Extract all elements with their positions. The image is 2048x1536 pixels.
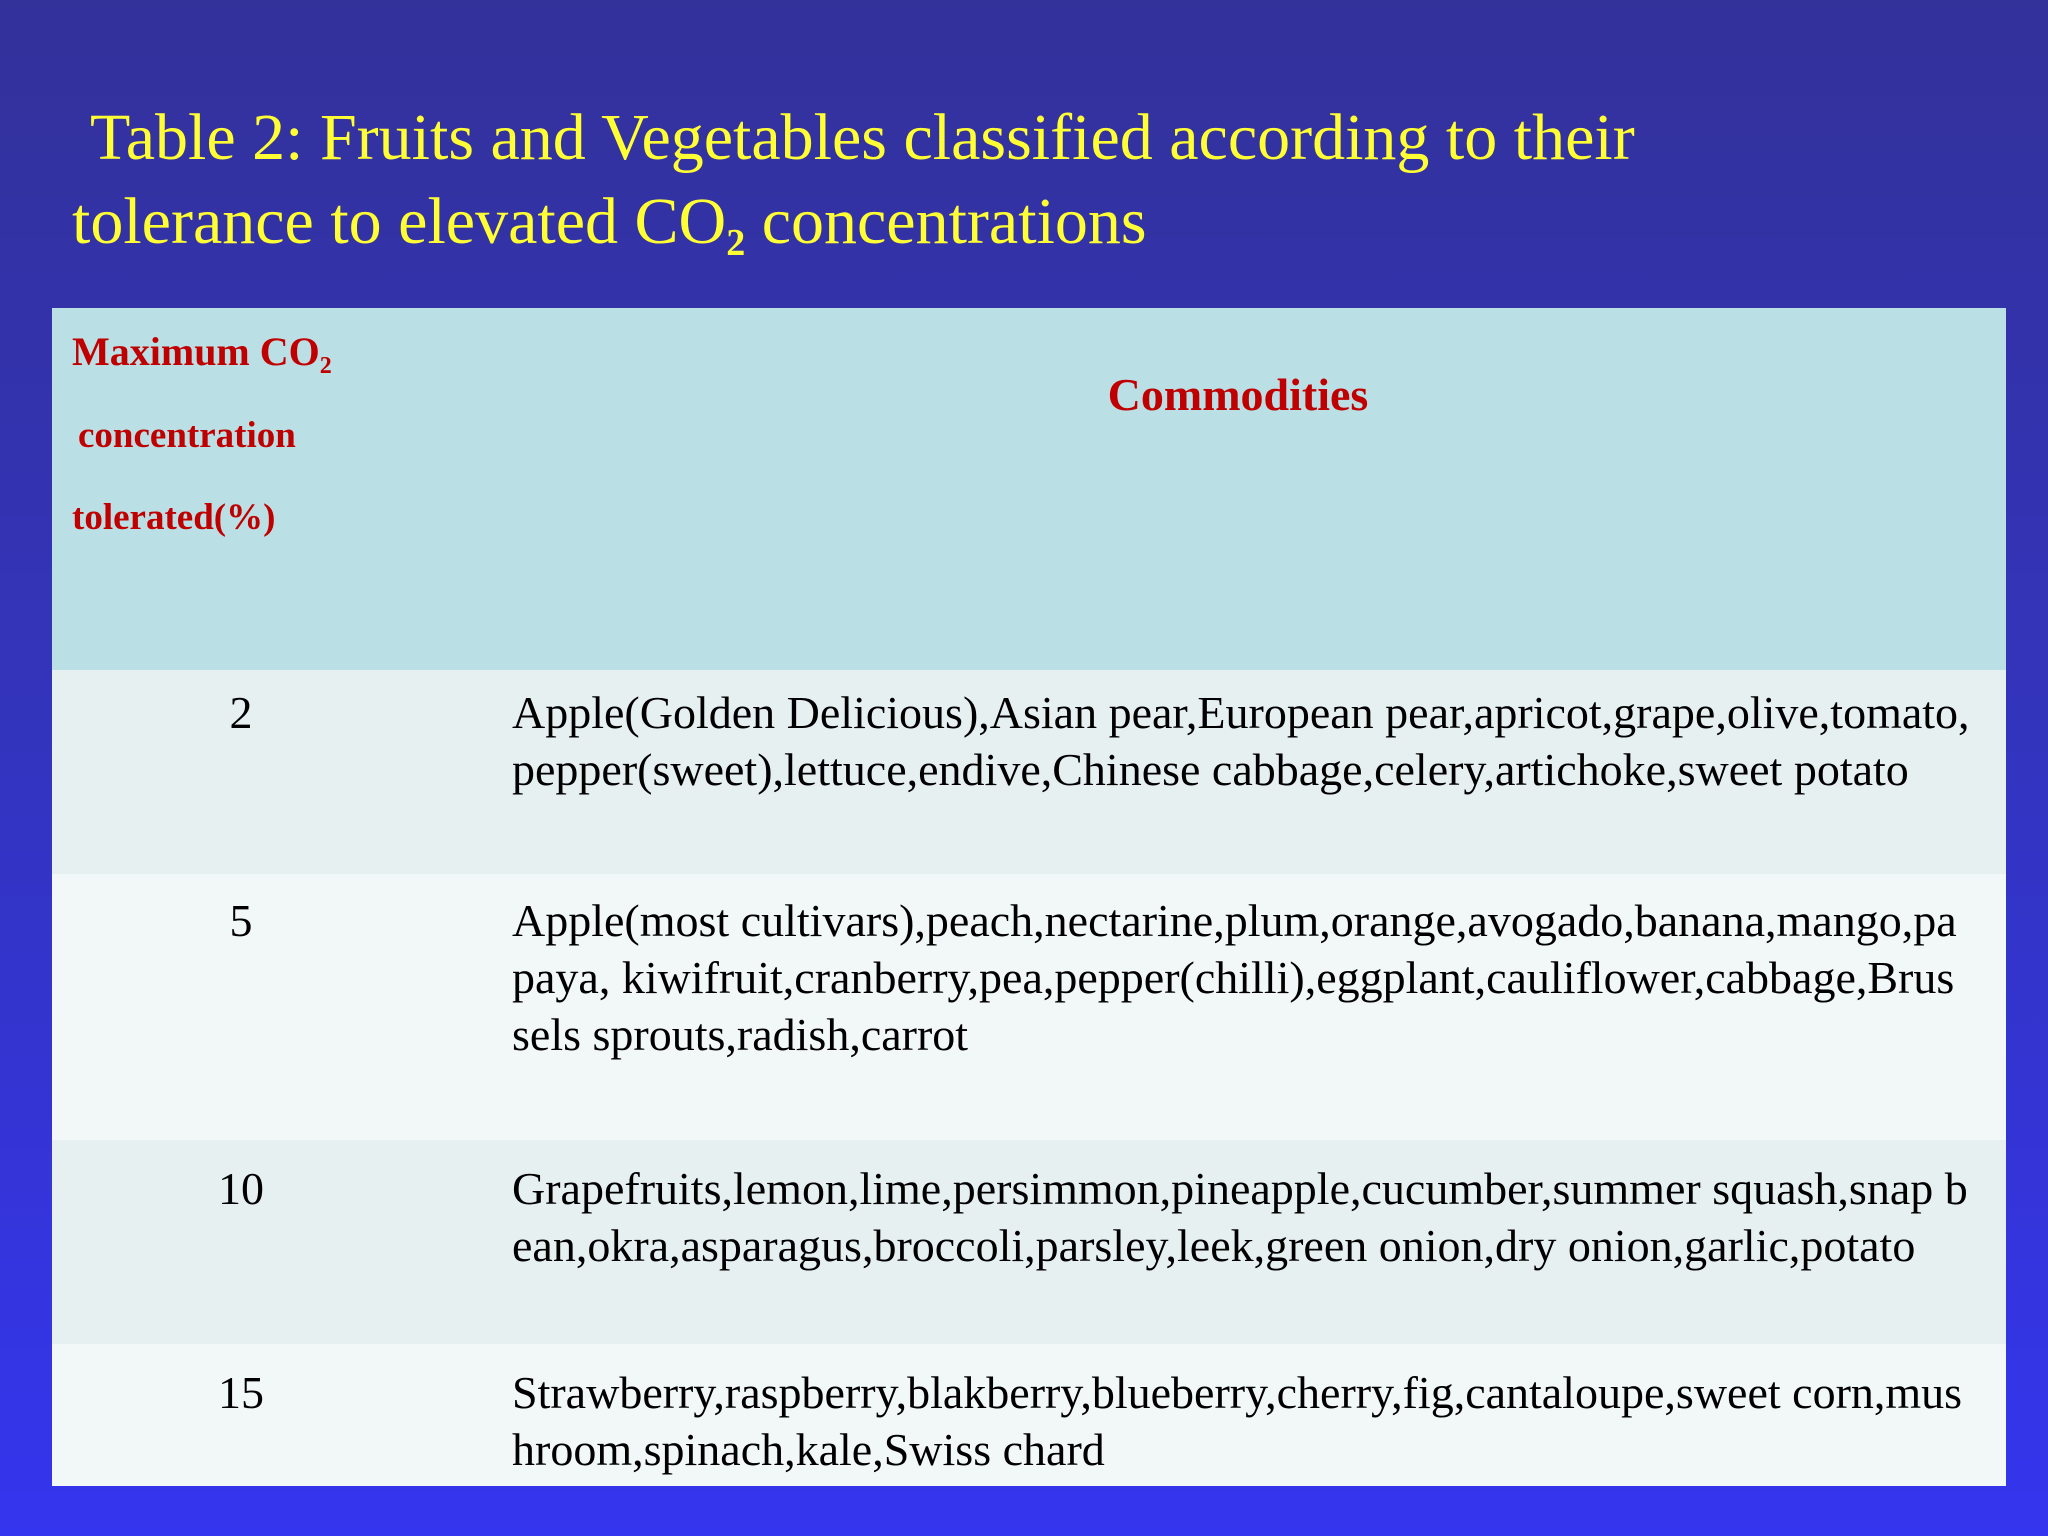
title-line-2 [72,180,1972,264]
co2-tolerance-table [52,308,2006,1486]
commodities-cell: Apple(most cultivars),peach,nectarine,plum,orange,avogado,banana,mango,papaya, kiwifruit,cranberry,pea,pepper(chilli),eggplant,cauliflower,cabbage,Brussels sprouts,radish,carrot [512,895,1957,1060]
table-row [52,670,2006,874]
title-line-1: Table 2: Fruits and Vegetables classified according to their [90,101,1635,174]
concentration-cell: 10 [218,1163,264,1214]
header-col1-maximum-co: Maximum CO [72,329,320,374]
table-row [52,1140,2006,1344]
commodities-cell: Apple(Golden Delicious),Asian pear,European pear,apricot,grape,olive,tomato,pepper(sweet),lettuce,endive,Chinese cabbage,celery,artichoke,sweet potato [512,687,1970,795]
commodities-cell: Grapefruits,lemon,lime,persimmon,pineapple,cucumber,summer squash,snap bean,okra,asparagus,broccoli,parsley,leek,green onion,dry onion,garlic,potato [512,1163,1968,1271]
slide-title [72,96,1972,264]
table-row [52,874,2006,1140]
title-line-2-end: concentrations [745,185,1147,258]
header-max-co2-concentration [52,308,470,670]
table-header-row [52,308,2006,670]
header-col1-line-2: concentration [78,415,296,456]
commodities-cell: Strawberry,raspberry,blakberry,blueberry,cherry,fig,cantaloupe,sweet corn,mushroom,spinach,kale,Swiss chard [512,1367,1963,1475]
concentration-cell: 15 [218,1367,264,1418]
title-line-2-text: tolerance to elevated CO [72,185,727,258]
title-co2-subscript: 2 [726,222,746,264]
header-co2-subscript: 2 [319,353,332,379]
concentration-cell: 5 [229,895,253,946]
concentration-cell: 2 [229,687,253,738]
table-row [52,1344,2006,1486]
header-col1-line-3: tolerated(%) [72,497,276,538]
header-col1-line-1 [72,320,470,384]
header-commodities: Commodities [1107,369,1369,420]
